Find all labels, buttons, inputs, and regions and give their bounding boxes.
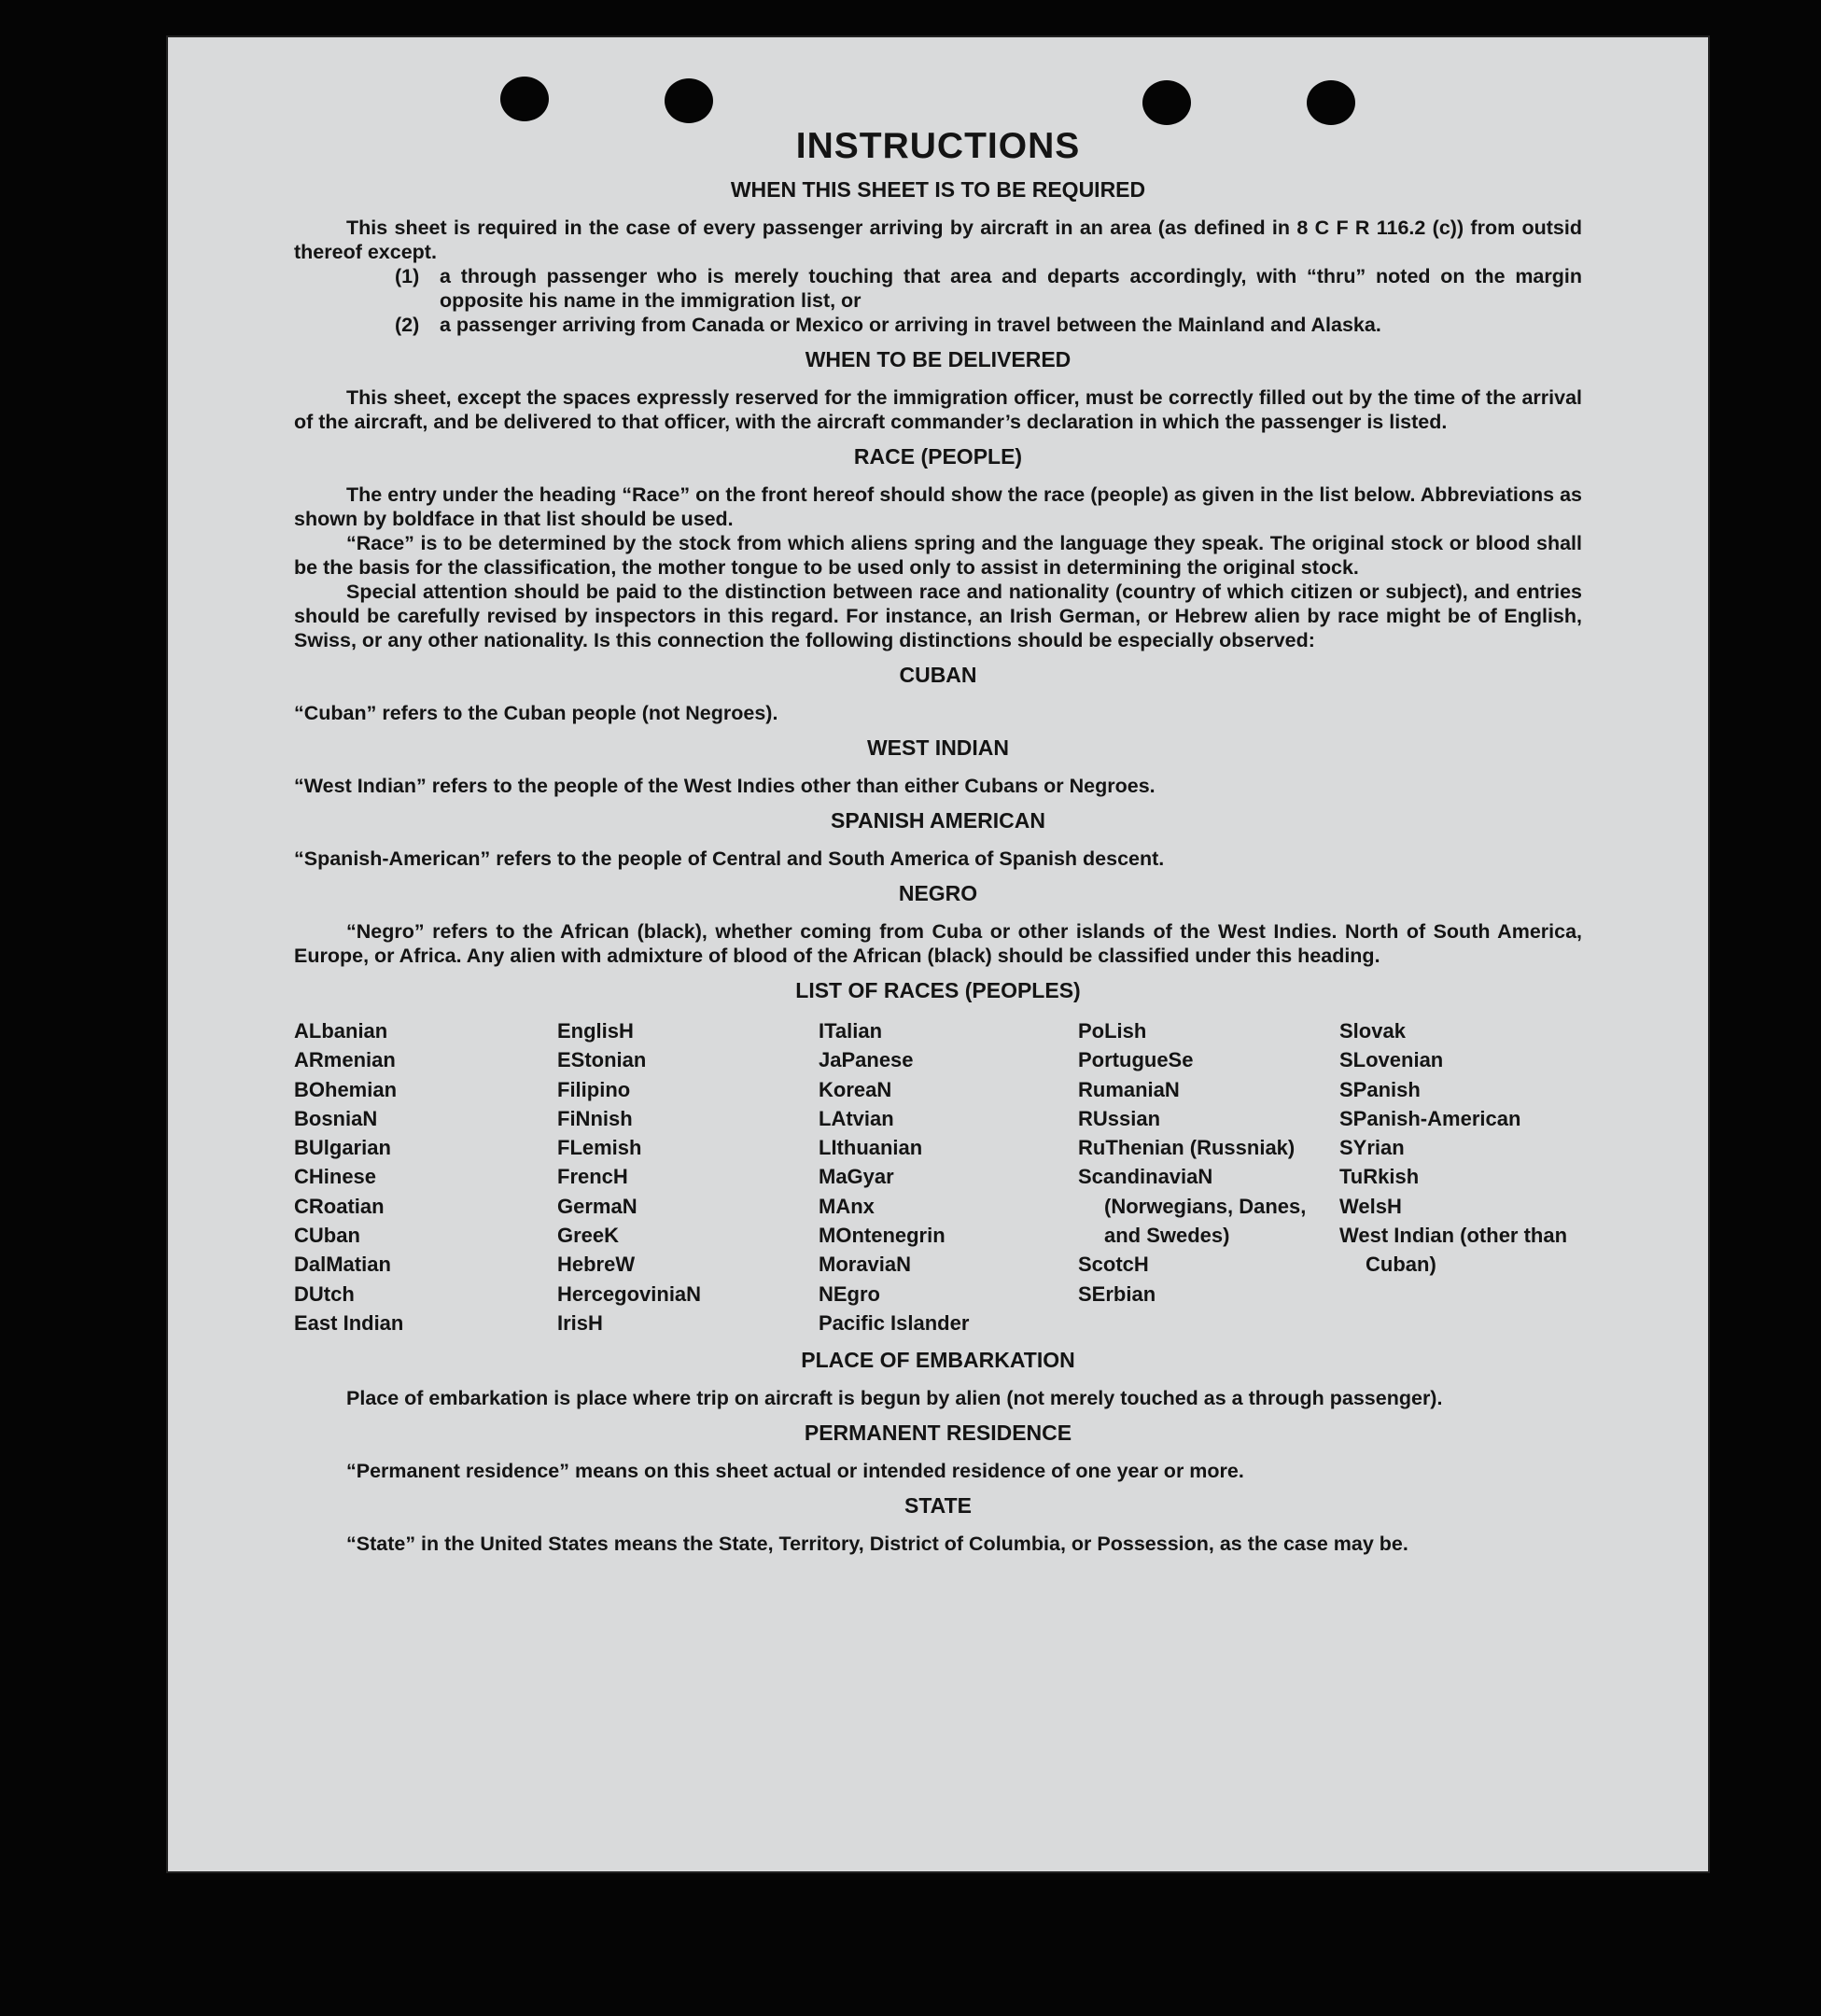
race-item: SPanish-American [1339, 1106, 1521, 1130]
race-item: LAtvian [819, 1106, 894, 1130]
west-indian-paragraph: “West Indian” refers to the people of the West Indies other than either Cubans or Negroes. [294, 775, 1156, 797]
embarkation-paragraph: Place of embarkation is place where trip on aircraft is begun by alien (not merely touched as a through passenger). [346, 1387, 1443, 1410]
race-item: BosniaN [294, 1106, 378, 1130]
race-item: RuThenian (Russniak) [1078, 1136, 1296, 1160]
document-body [294, 126, 1582, 1556]
exception-item [294, 313, 1582, 337]
race-item: KoreaN [819, 1077, 892, 1101]
exception-text: a passenger arriving from Canada or Mexico or arriving in travel between the Mainland and Alaska. [440, 314, 1381, 336]
section-heading-list: LIST OF RACES (PEOPLES) [795, 978, 1081, 1002]
race-item: JaPanese [819, 1048, 914, 1072]
race-item: GermaN [557, 1194, 637, 1218]
race-item: ScandinaviaN (Norwegians, Danes, and Swedes) [1078, 1165, 1307, 1248]
race-item: BOhemian [294, 1077, 398, 1101]
race-item: HebreW [557, 1253, 636, 1277]
race-item: MaGyar [819, 1165, 894, 1189]
race-item: LIthuanian [819, 1136, 923, 1160]
race-paragraph: The entry under the heading “Race” on the front hereof should show the race (people) as given in the list below. Abbreviations as shown by boldface in that list should be used. [294, 483, 1582, 530]
required-paragraph: This sheet is required in the case of every passenger arriving by aircraft in an area (as defined in 8 C F R 116.2 (c)) from outsid thereof except. [294, 217, 1582, 263]
spanish-american-paragraph: “Spanish-American” refers to the people of Central and South America of Spanish descent. [294, 847, 1165, 870]
punch-hole [500, 77, 549, 121]
race-item: MoraviaN [819, 1253, 912, 1277]
race-item: RumaniaN [1078, 1077, 1180, 1101]
race-item: WelsH [1339, 1194, 1402, 1218]
race-item: ScotcH [1078, 1253, 1149, 1277]
race-item: SPanish [1339, 1077, 1421, 1101]
section-heading-state: STATE [904, 1493, 972, 1519]
race-paragraph: Special attention should be paid to the distinction between race and nationality (country of which citizen or subject), and entries should be carefully revised by inspectors in this regard. For instance, an Irish German, or Hebrew alien by race might be of English, Swiss, or any other nationality. Is this connection the following distinctions should be especially observed: [294, 581, 1582, 651]
residence-paragraph: “Permanent residence” means on this sheet actual or intended residence of one year or more. [346, 1460, 1244, 1483]
race-item: IrisH [557, 1310, 603, 1335]
race-item: Slovak [1339, 1019, 1406, 1043]
race-item: FLemish [557, 1136, 642, 1160]
races-column [557, 1016, 819, 1337]
races-column [1078, 1016, 1339, 1337]
exception-text: a through passenger who is merely touching that area and departs accordingly, with “thru” noted on the margin opposite his name in the immigration list, or [440, 265, 1582, 312]
race-item: DUtch [294, 1281, 355, 1306]
races-column [819, 1016, 1078, 1337]
race-item: RUssian [1078, 1106, 1161, 1130]
section-heading-west-indian: WEST INDIAN [866, 735, 1010, 760]
section-heading-residence: PERMANENT RESIDENCE [804, 1421, 1072, 1446]
section-heading-spanish-american: SPANISH AMERICAN [830, 808, 1045, 833]
race-item: MOntenegrin [819, 1224, 946, 1248]
race-item: FiNnish [557, 1106, 633, 1130]
punch-hole [1307, 80, 1355, 125]
punch-hole [1142, 80, 1191, 125]
race-item: SErbian [1078, 1281, 1156, 1306]
race-item: SYrian [1339, 1136, 1405, 1160]
section-heading-cuban: CUBAN [899, 663, 977, 687]
race-item: East Indian [294, 1310, 404, 1335]
negro-paragraph: “Negro” refers to the African (black), whether coming from Cuba or other islands of the West Indies. North of South America, Europe, or Africa. Any alien with admixture of blood of the African (black) should be classified under this heading. [294, 920, 1582, 967]
race-item: West Indian (other than Cuban) [1339, 1224, 1568, 1277]
exceptions-list [294, 264, 1582, 337]
race-item: ARmenian [294, 1048, 396, 1072]
race-item: MAnx [819, 1194, 875, 1218]
race-item: FrencH [557, 1165, 628, 1189]
section-heading-race: RACE (PEOPLE) [853, 444, 1023, 469]
race-item: PoLish [1078, 1019, 1147, 1043]
exception-number: (2) [395, 314, 420, 336]
races-list [294, 1016, 1582, 1337]
races-column [294, 1016, 557, 1337]
section-heading-delivered: WHEN TO BE DELIVERED [805, 347, 1072, 371]
race-item: PortugueSe [1078, 1048, 1194, 1072]
delivered-paragraph: This sheet, except the spaces expressly reserved for the immigration officer, must be correctly filled out by the time of the arrival of the aircraft, and be delivered to that officer, with the aircraft commander’s declaration in which the passenger is listed. [294, 386, 1582, 433]
race-item: EStonian [557, 1048, 647, 1072]
section-heading-negro: NEGRO [898, 881, 978, 905]
race-item: TuRkish [1339, 1165, 1420, 1189]
document-sheet [168, 37, 1708, 1871]
race-item: CHinese [294, 1165, 377, 1189]
race-item: Filipino [557, 1077, 631, 1101]
race-item: NEgro [819, 1281, 880, 1306]
race-item: CRoatian [294, 1194, 385, 1218]
race-item: GreeK [557, 1224, 620, 1248]
punch-hole [665, 78, 713, 123]
exception-item [294, 264, 1582, 313]
race-item: ALbanian [294, 1019, 388, 1043]
race-item: CUban [294, 1224, 360, 1248]
race-item: EnglisH [557, 1019, 634, 1043]
race-item: BUlgarian [294, 1136, 391, 1160]
exception-number: (1) [395, 265, 420, 287]
section-heading-required: WHEN THIS SHEET IS TO BE REQUIRED [730, 177, 1146, 202]
section-heading-embarkation: PLACE OF EMBARKATION [801, 1348, 1075, 1373]
race-paragraph: “Race” is to be determined by the stock from which aliens spring and the language they speak. The original stock or blood shall be the basis for the classification, the mother tongue to be used only to assist in determining the original stock. [294, 532, 1582, 579]
race-item: SLovenian [1339, 1048, 1444, 1072]
races-column [1339, 1016, 1582, 1337]
race-item: ITalian [819, 1019, 883, 1043]
race-item: HercegoviniaN [557, 1281, 702, 1306]
race-item: DalMatian [294, 1253, 391, 1277]
race-item: Pacific Islander [819, 1310, 970, 1335]
cuban-paragraph: “Cuban” refers to the Cuban people (not Negroes). [294, 702, 778, 724]
page-title: INSTRUCTIONS [795, 126, 1081, 166]
state-paragraph: “State” in the United States means the State, Territory, District of Columbia, or Possession, as the case may be. [346, 1533, 1408, 1556]
